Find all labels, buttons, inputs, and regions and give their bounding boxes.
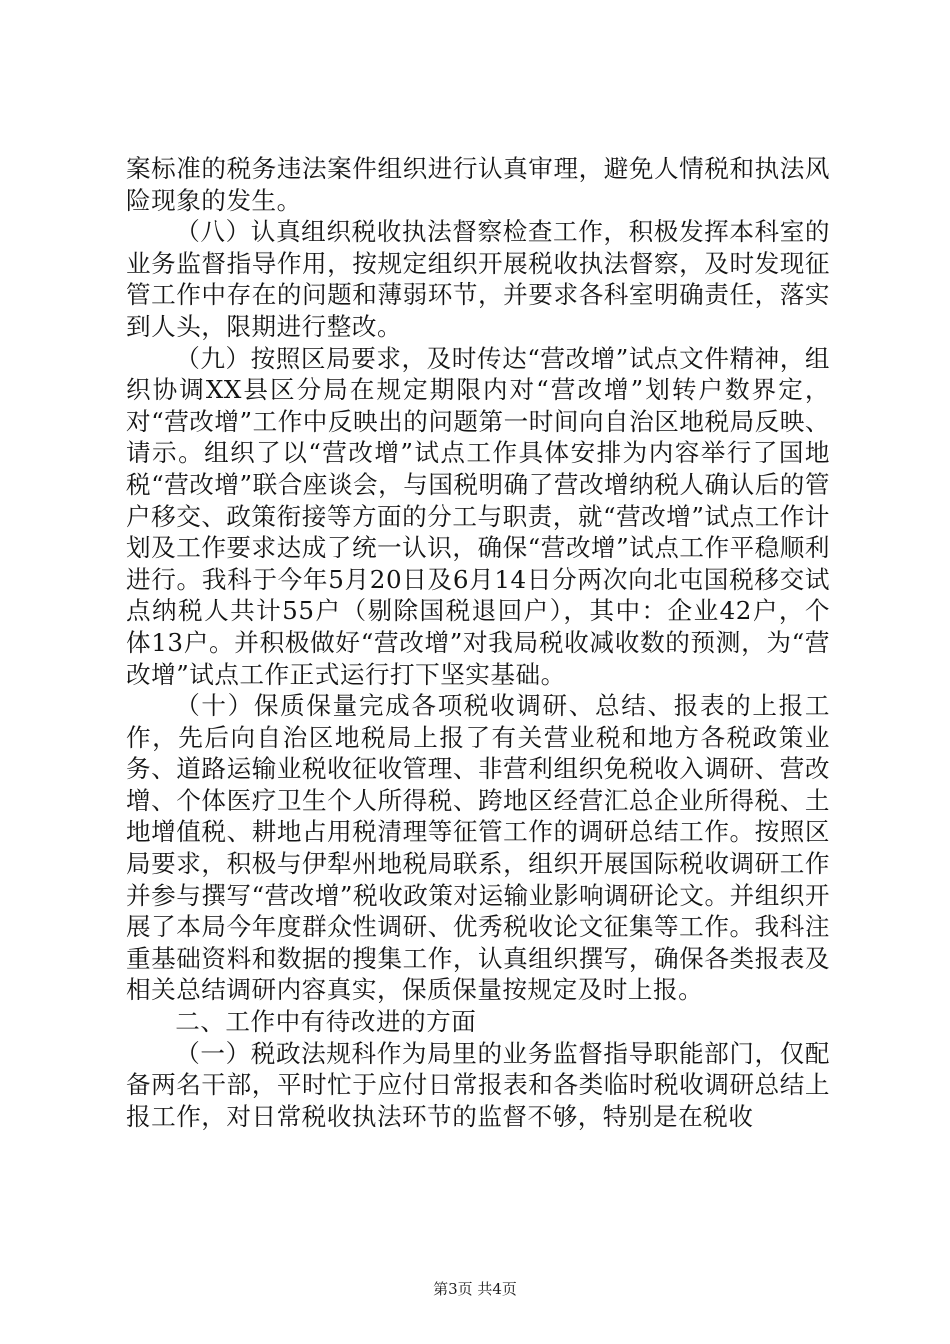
paragraph-item-8: （八）认真组织税收执法督察检查工作，积极发挥本科室的业务监督指导作用，按规定组织开展税收执法督察，及时发现征管工作中存在的问题和薄弱环节，并要求各科室明确责任，落实到人头，限期进行整改。 bbox=[126, 217, 830, 341]
page-number: 第3页 共4页 bbox=[433, 1280, 517, 1298]
page-footer bbox=[0, 1279, 950, 1299]
paragraph-item-9: （九）按照区局要求，及时传达“营改增”试点文件精神，组织协调XX县区分局在规定期限内对“营改增”划转户数界定，对“营改增”工作中反映出的问题第一时间向自治区地税局反映、请示。组织了以“营改增”试点工作具体安排为内容举行了国地税“营改增”联合座谈会，与国税明确了营改增纳税人确认后的管户移交、政策衔接等方面的分工与职责，就“营改增”试点工作计划及工作要求达成了统一认识，确保“营改增”试点工作平稳顺利进行。我科于今年5月20日及6月14日分两次向北屯国税移交试点纳税人共计55户（剔除国税退回户），其中：企业42户，个体13户。并积极做好“营改增”对我局税收减收数的预测，为“营改增”试点工作正式运行打下坚实基础。 bbox=[126, 343, 830, 689]
paragraph-continuation: 案标准的税务违法案件组织进行认真审理，避免人情税和执法风险现象的发生。 bbox=[126, 154, 830, 215]
document-body bbox=[126, 153, 830, 1132]
section-heading-improvements: 二、工作中有待改进的方面 bbox=[175, 1007, 477, 1037]
paragraph-item-10: （十）保质保量完成各项税收调研、总结、报表的上报工作，先后向自治区地税局上报了有关营业税和地方各税政策业务、道路运输业税收征收管理、非营利组织免税收入调研、营改增、个体医疗卫生个人所得税、跨地区经营汇总企业所得税、土地增值税、耕地占用税清理等征管工作的调研总结工作。按照区局要求，积极与伊犁州地税局联系，组织开展国际税收调研工作并参与撰写“营改增”税收政策对运输业影响调研论文。并组织开展了本局今年度群众性调研、优秀税收论文征集等工作。我科注重基础资料和数据的搜集工作，认真组织撰写，确保各类报表及相关总结调研内容真实，保质保量按规定及时上报。 bbox=[126, 691, 830, 1005]
paragraph-improvement-1: （一）税政法规科作为局里的业务监督指导职能部门，仅配备两名干部，平时忙于应付日常报表和各类临时税收调研总结上报工作，对日常税收执法环节的监督不够，特别是在税收 bbox=[126, 1038, 830, 1131]
